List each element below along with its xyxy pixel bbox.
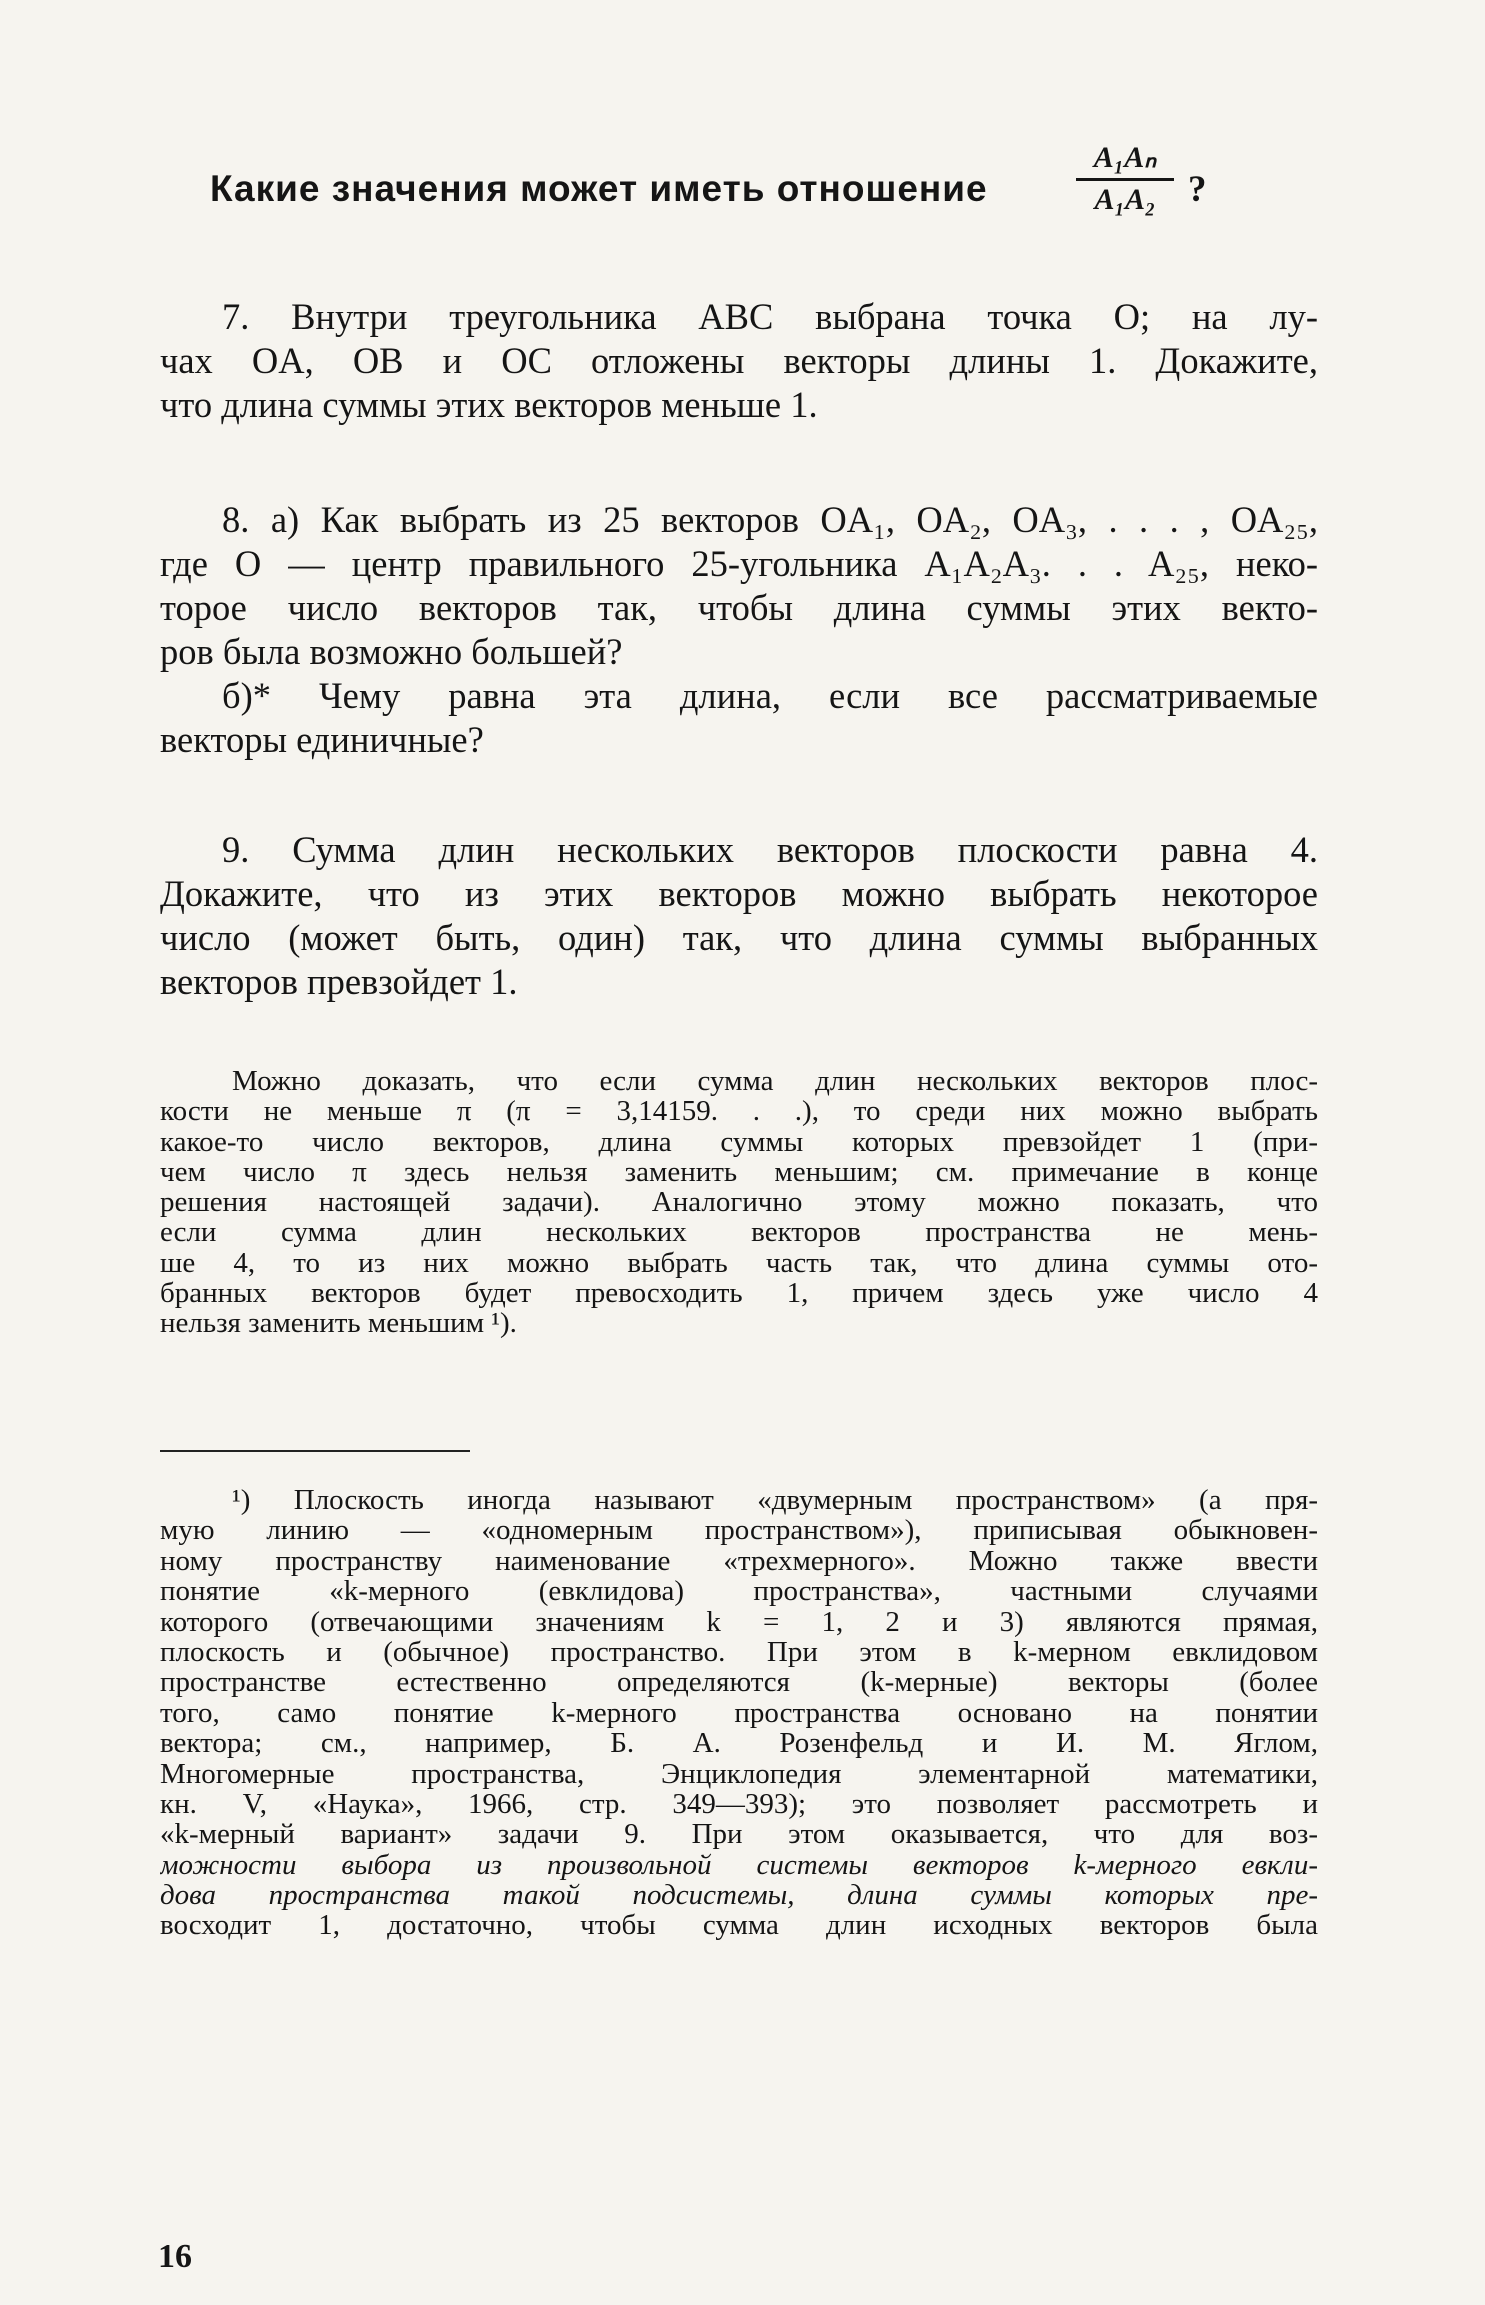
header-fraction <box>1070 138 1180 219</box>
problem-7-line: 7. Внутри треугольника ABC выбрана точка O; на лу- <box>222 296 1318 337</box>
footnote-line: того, само понятие k-мерного пространства основано на понятии <box>160 1697 1318 1729</box>
footnote-line: пространстве естественно определяются (k-мерные) векторы (более <box>160 1667 1318 1698</box>
problem-9-line: число (может быть, один) так, что длина суммы выбранных <box>160 917 1318 958</box>
header-question: Какие значения может иметь отношение <box>210 168 988 209</box>
header-question-mark: ? <box>1188 169 1207 210</box>
problem-9-line: 9. Сумма длин нескольких векторов плоскости равна 4. <box>222 829 1318 870</box>
footnote-line: ¹) Плоскость иногда называют «двумерным пространством» (а пря- <box>232 1485 1318 1516</box>
note-line: ше 4, то из них можно выбрать часть так, что длина суммы ото- <box>160 1247 1318 1279</box>
footnote-line: понятие «k-мерного (евклидова) пространства», частными случаями <box>160 1576 1318 1607</box>
footnote-line: плоскость и (обычное) пространство. При этом в k-мерном евклидовом <box>160 1636 1318 1668</box>
problem-7 <box>160 295 1318 427</box>
footnote-line: которого (отвечающими значениям k = 1, 2 и 3) являются прямая, <box>160 1606 1318 1637</box>
footnote-line: можности выбора из произвольной системы векторов k-мерного евкли- <box>160 1849 1318 1881</box>
note-line: бранных векторов будет превосходить 1, причем здесь уже число 4 <box>160 1278 1318 1309</box>
note-paragraph <box>160 1066 1318 1339</box>
footnote-line: «k-мерный вариант» задачи 9. При этом оказывается, что для воз- <box>160 1819 1318 1850</box>
fraction-denominator: A₁A₂ <box>1094 183 1156 216</box>
problem-8-line: ров была возможно большей? <box>160 631 623 672</box>
problem-9-line: векторов превзойдет 1. <box>160 961 518 1002</box>
footnote-line: кн. V, «Наука», 1966, стр. 349—393); это позволяет рассмотреть и <box>160 1788 1318 1820</box>
note-line: какое-то число векторов, длина суммы которых превзойдет 1 (при- <box>160 1126 1318 1157</box>
footnote-rule <box>160 1450 470 1452</box>
note-line: кости не меньше π (π = 3,14159. . .), то среди них можно выбрать <box>160 1096 1318 1127</box>
note-line: решения настоящей задачи). Аналогично этому можно показать, что <box>160 1187 1318 1218</box>
problem-9 <box>160 828 1318 1004</box>
page-number: 16 <box>158 2238 192 2275</box>
problem-7-line: чах OA, OB и OC отложены векторы длины 1. Докажите, <box>160 340 1318 381</box>
fraction-numerator: A₁Aₙ <box>1093 141 1157 174</box>
note-line: нельзя заменить меньшим ¹). <box>160 1308 517 1339</box>
note-line: чем число π здесь нельзя заменить меньшим; см. примечание в конце <box>160 1156 1318 1188</box>
footnote-line: дова пространства такой подсистемы, длина суммы которых пре- <box>160 1880 1318 1911</box>
problem-8 <box>160 498 1318 762</box>
footnote-line: восходит 1, достаточно, чтобы сумма длин исходных векторов была <box>160 1910 1318 1941</box>
footnote-line: ному пространству наименование «трехмерного». Можно также ввести <box>160 1545 1318 1577</box>
footnote <box>160 1485 1318 1941</box>
problem-8-line: торое число векторов так, чтобы длина суммы этих векто- <box>160 587 1318 628</box>
problem-7-line: что длина суммы этих векторов меньше 1. <box>160 384 818 425</box>
footnote-line: Многомерные пространства, Энциклопедия элементарной математики, <box>160 1758 1318 1789</box>
problem-8-line: 8. а) Как выбрать из 25 векторов OA₁, OA₂, OA₃, . . . , OA₂₅, <box>222 499 1318 540</box>
problem-8-line: где O — центр правильного 25-угольника A₁A₂A₃. . . A₂₅, неко- <box>160 543 1318 584</box>
footnote-line: мую линию — «одномерным пространством»), приписывая обыкновен- <box>160 1515 1318 1546</box>
problem-9-line: Докажите, что из этих векторов можно выбрать некоторое <box>160 873 1318 914</box>
note-line: Можно доказать, что если сумма длин нескольких векторов плос- <box>232 1066 1318 1097</box>
problem-8-line: векторы единичные? <box>160 719 484 760</box>
note-line: если сумма длин нескольких векторов пространства не мень- <box>160 1217 1318 1248</box>
problem-8-line: б)* Чему равна эта длина, если все рассматриваемые <box>222 675 1318 716</box>
footnote-line: вектора; см., например, Б. А. Розенфельд и И. М. Яглом, <box>160 1728 1318 1759</box>
